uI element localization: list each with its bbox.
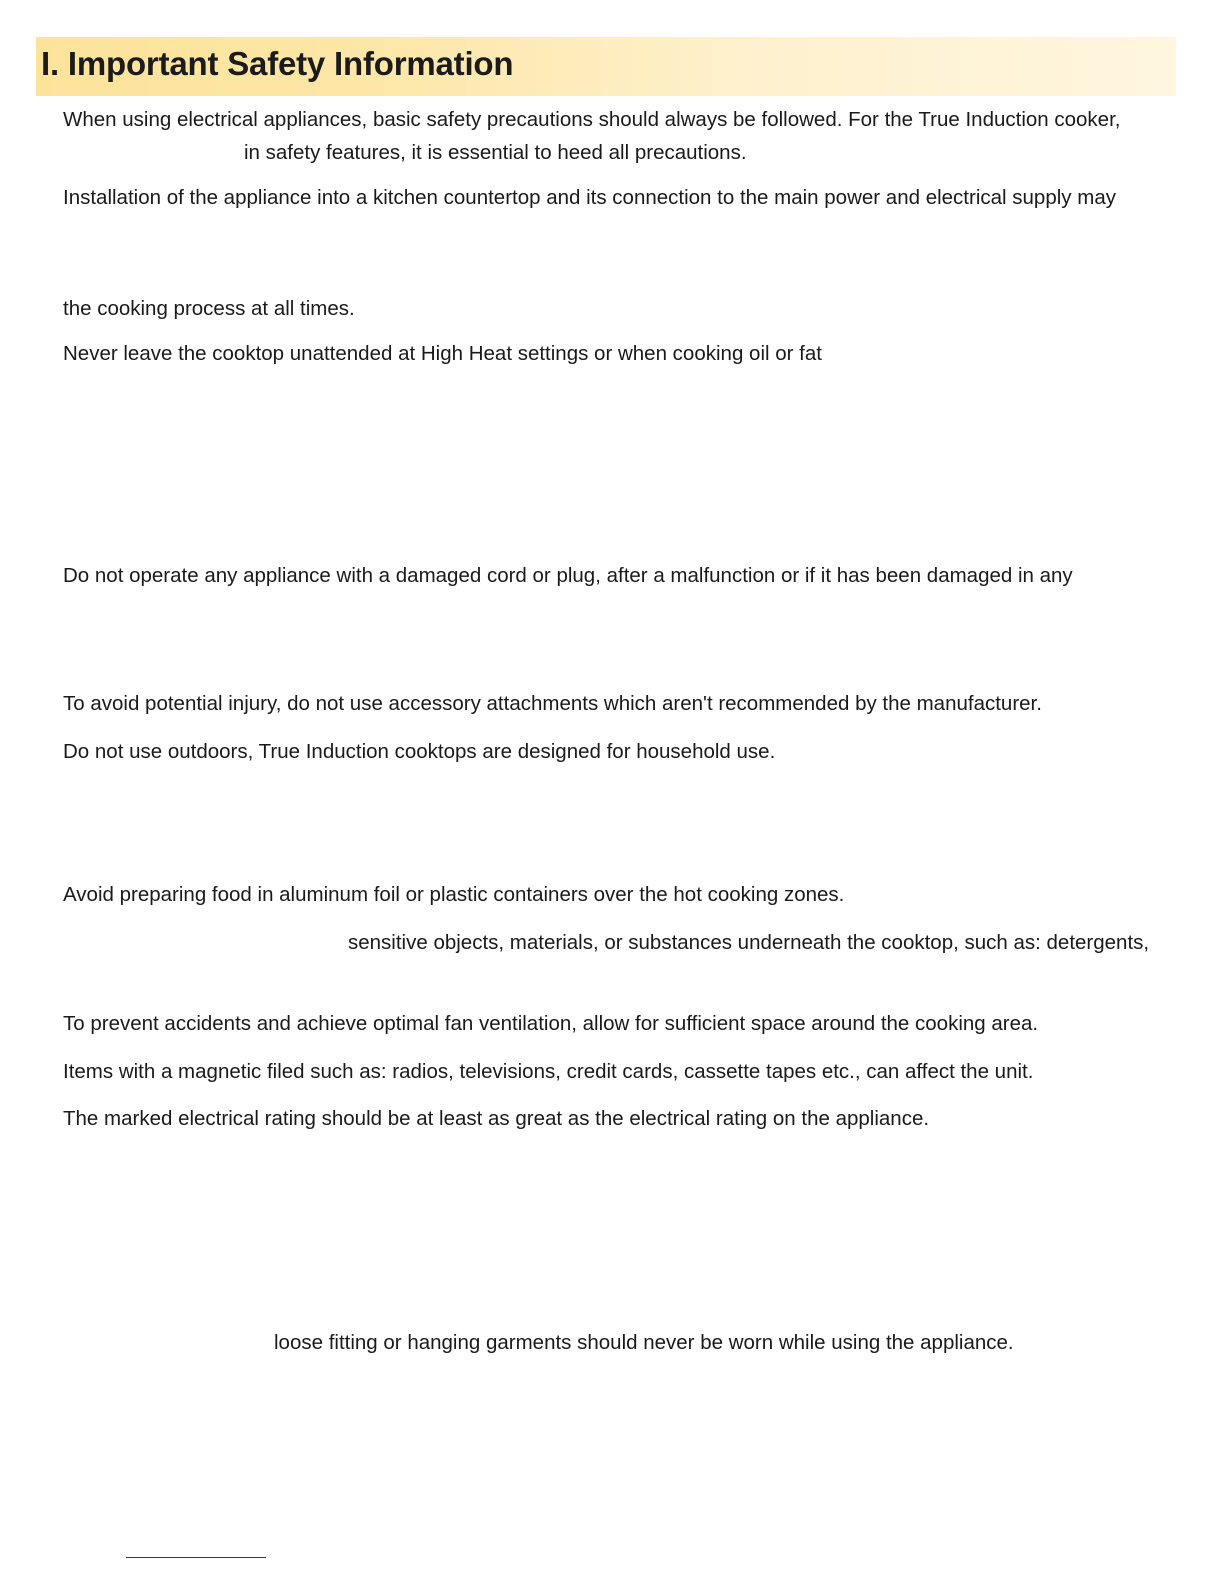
safety-text-line: To avoid potential injury, do not use accessory attachments which aren't recommended by the manufacturer. [63, 692, 1042, 715]
safety-text-line: Avoid preparing food in aluminum foil or plastic containers over the hot cooking zones. [63, 883, 845, 906]
safety-text-line: Items with a magnetic filed such as: radios, televisions, credit cards, cassette tapes etc., can affect the unit. [63, 1060, 1034, 1083]
safety-text-line: Installation of the appliance into a kitchen countertop and its connection to the main power and electrical supply may [63, 186, 1116, 209]
safety-text-line: When using electrical appliances, basic safety precautions should always be followed. For the True Induction cooker, [63, 108, 1121, 131]
section-title: I. Important Safety Information [41, 45, 514, 82]
safety-text-line: Never leave the cooktop unattended at High Heat settings or when cooking oil or fat [63, 342, 822, 365]
safety-text-line: The marked electrical rating should be at least as great as the electrical rating on the appliance. [63, 1107, 930, 1130]
safety-text-line: in safety features, it is essential to heed all precautions. [244, 141, 747, 164]
footer-link-underline [126, 1557, 266, 1558]
safety-text-line: the cooking process at all times. [63, 297, 355, 320]
safety-text-line: Do not operate any appliance with a damaged cord or plug, after a malfunction or if it has been damaged in any [63, 564, 1073, 587]
safety-text-line: sensitive objects, materials, or substances underneath the cooktop, such as: detergents, [348, 931, 1150, 954]
section-header-bar [36, 37, 1176, 96]
safety-text-line: Do not use outdoors, True Induction cooktops are designed for household use. [63, 740, 776, 763]
safety-text-line: To prevent accidents and achieve optimal fan ventilation, allow for sufficient space around the cooking area. [63, 1012, 1039, 1035]
safety-text-line: loose fitting or hanging garments should never be worn while using the appliance. [274, 1331, 1014, 1354]
